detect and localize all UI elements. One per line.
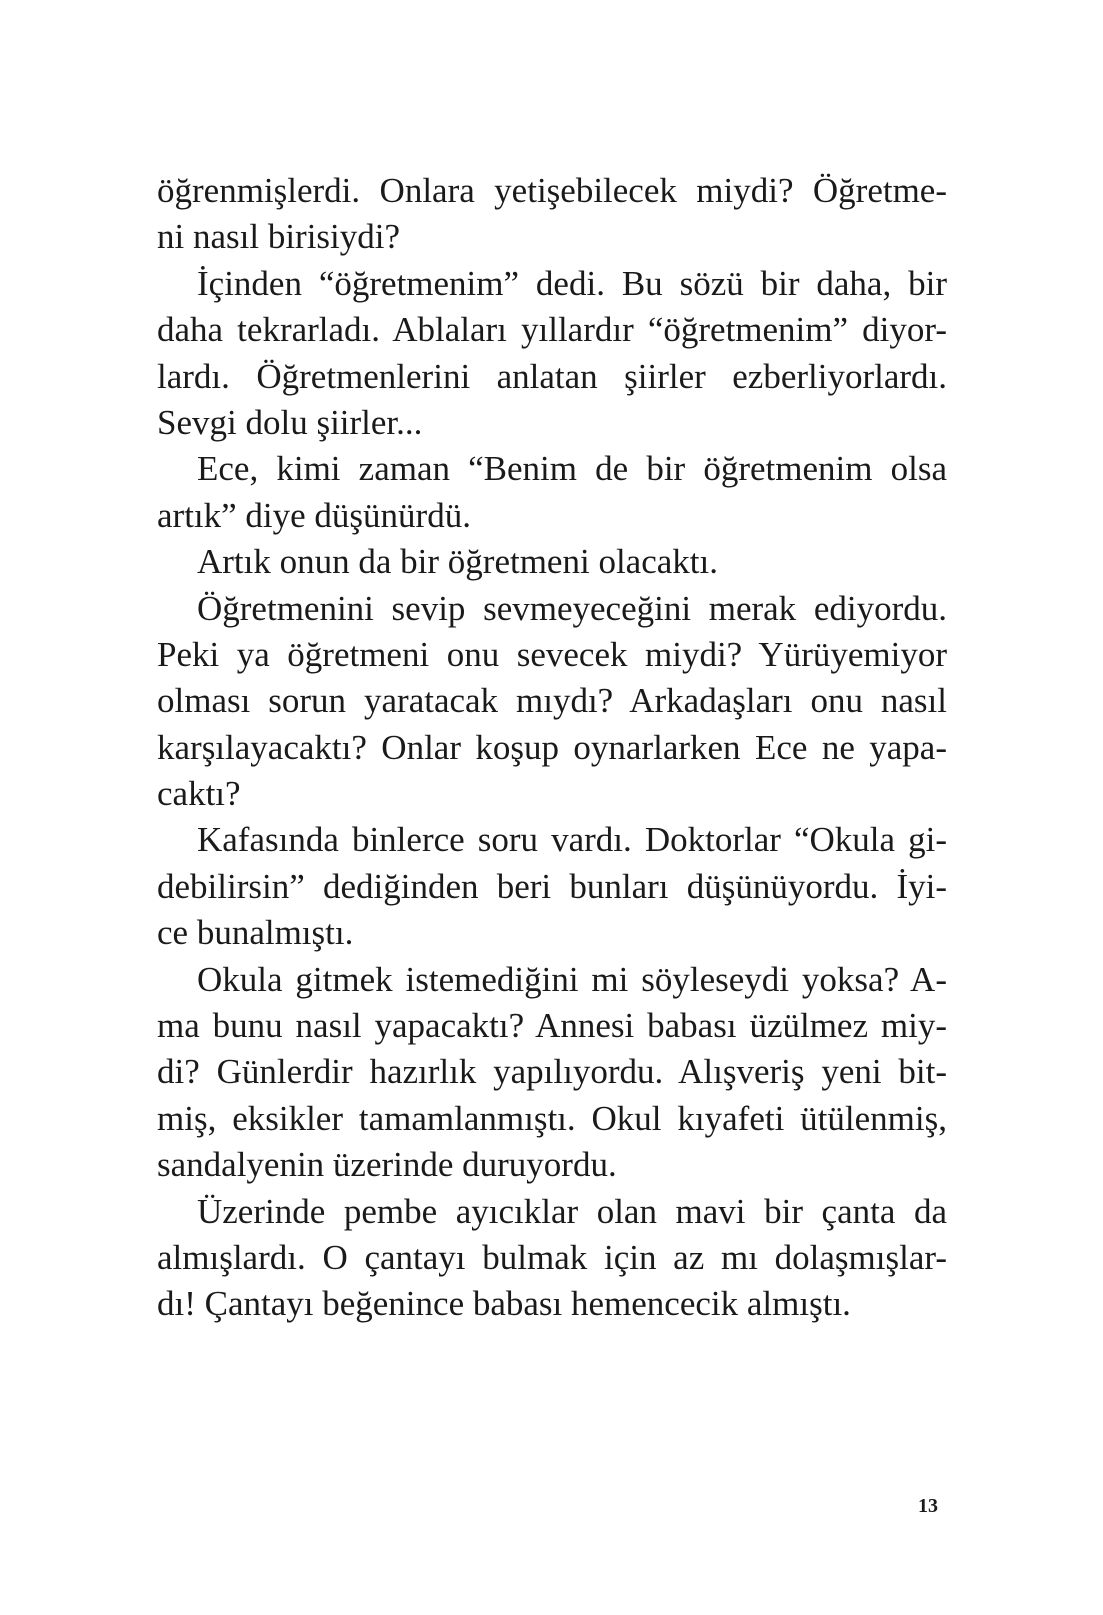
paragraph-start-line: Üzerinde pembe ayıcıklar olan mavi bir çanta da [197,1191,947,1231]
text-line: karşılayacaktı? Onlar koşup oynarlarken Ece ne yapa- [157,727,947,767]
text-line: sandalyenin üzerinde duruyordu. [157,1145,617,1185]
text-line: ce bunalmıştı. [157,913,354,953]
text-line: dı! Çantayı beğenince babası hemencecik almıştı. [157,1284,851,1324]
text-line: ma bunu nasıl yapacaktı? Annesi babası üzülmez miy- [157,1006,947,1046]
text-line: Sevgi dolu şiirler... [157,402,423,442]
text-line: olması sorun yaratacak mıydı? Arkadaşları onu nasıl [157,681,947,721]
text-line: artık” diye düşünürdü. [157,495,471,535]
page-number: 13 [918,1495,938,1517]
text-line: daha tekrarladı. Ablaları yıllardır “öğretmenim” diyor- [157,310,947,350]
paragraph-start-line: İçinden “öğretmenim” dedi. Bu sözü bir daha, bir [197,263,947,303]
text-line: caktı? [157,774,241,814]
paragraph-start-line: Kafasında binlerce soru vardı. Doktorlar “Okula gi- [197,820,947,860]
text-line: debilirsin” dediğinden beri bunları düşünüyordu. İyi- [157,866,947,906]
text-line: ni nasıl birisiydi? [157,217,401,257]
text-line: lardı. Öğretmenlerini anlatan şiirler ezberliyorlardı. [157,356,947,396]
text-line: öğrenmişlerdi. Onlara yetişebilecek miydi? Öğretme- [157,171,947,210]
paragraph-start-line: Okula gitmek istemediğini mi söyleseydi yoksa? A- [197,959,947,999]
body-text [157,168,947,1328]
text-line: di? Günlerdir hazırlık yapılıyordu. Alışveriş yeni bit- [157,1052,947,1092]
paragraph-start-line: Artık onun da bir öğretmeni olacaktı. [197,542,718,582]
text-line: Peki ya öğretmeni onu sevecek miydi? Yürüyemiyor [157,634,947,674]
text-line: miş, eksikler tamamlanmıştı. Okul kıyafeti ütülenmiş, [157,1098,947,1138]
paragraph-start-line: Ece, kimi zaman “Benim de bir öğretmenim olsa [197,449,947,489]
paragraph-start-line: Öğretmenini sevip sevmeyeceğini merak ediyordu. [197,588,947,628]
text-line: almışlardı. O çantayı bulmak için az mı dolaşmışlar- [157,1237,947,1277]
